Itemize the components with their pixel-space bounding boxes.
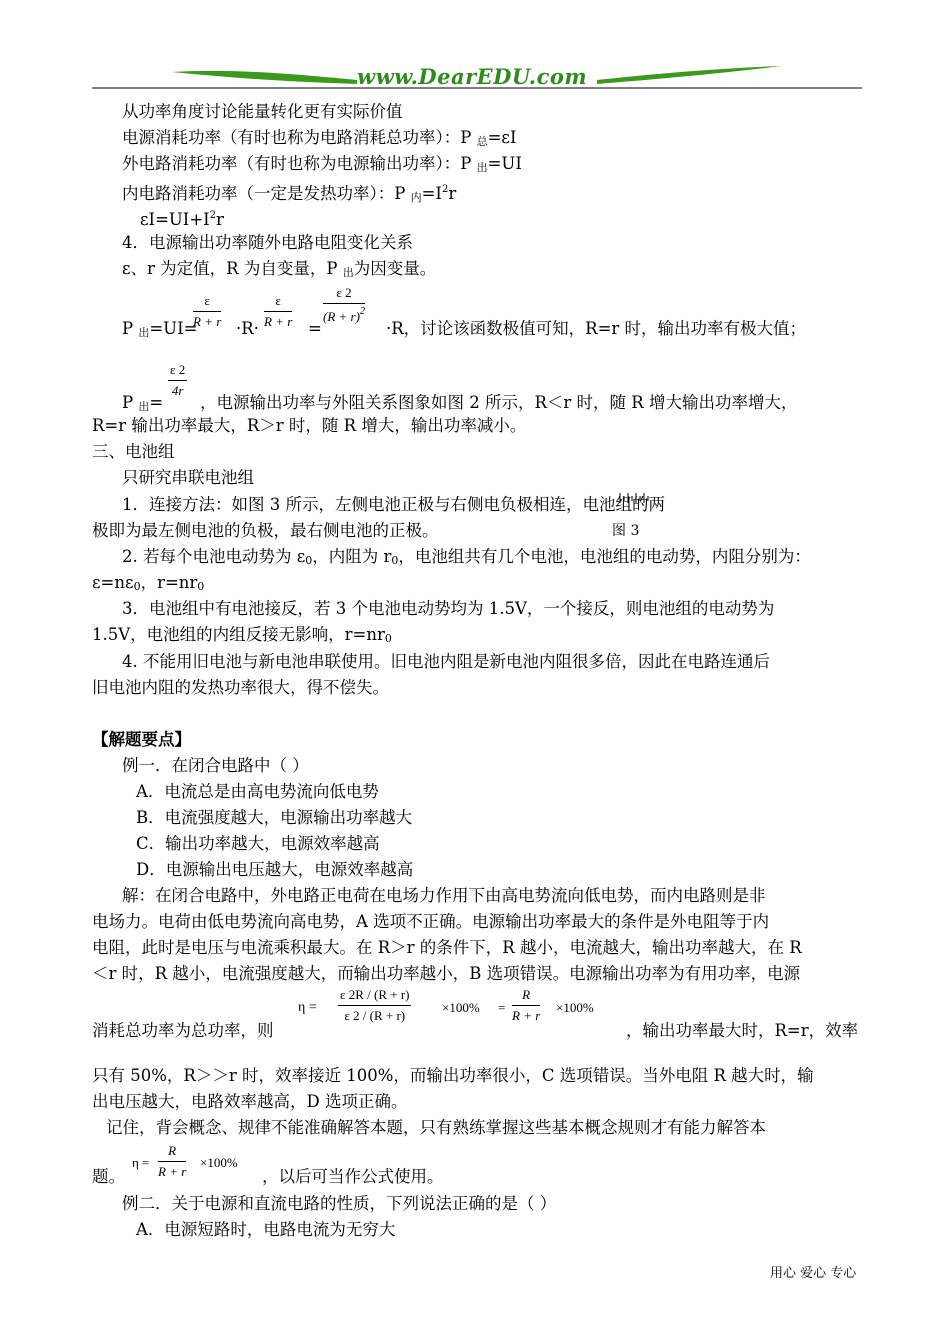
section-heading: 三、电池组 bbox=[92, 442, 175, 461]
answer-option-c: C．输出功率越大，电源效率越高 bbox=[136, 834, 380, 853]
solution-text: ，以后可当作公式使用。 bbox=[262, 1167, 444, 1186]
solution-text: ＜r 时，R 越小，电流强度越大，而输出功率越小，B 选项错误。电源输出功率为有用功率，电源 bbox=[92, 964, 801, 983]
text-line: 外电路消耗功率（有时也称为电源输出功率）：P 出=UI bbox=[122, 154, 522, 174]
solution-text: 题。 bbox=[92, 1167, 125, 1186]
answer-option-d: D．电源输出电压越大，电源效率越高 bbox=[136, 860, 414, 879]
fraction-emf-squared-over-4r: $\frac{\varepsilon 2}{4r}$ bbox=[170, 362, 186, 398]
solution-text: 出电压越大，电路效率越高，D 选项正确。 bbox=[92, 1092, 408, 1111]
fraction-emf-over-resistance: $\frac{\varepsilon}{R + r}$ bbox=[264, 293, 293, 329]
solution-text: ，输出功率最大时，R=r，效率 bbox=[626, 1021, 859, 1040]
text-line: 内电路消耗功率（一定是发热功率）：P 内$=I^2r$ bbox=[122, 184, 457, 204]
battery-series-figure bbox=[618, 491, 658, 505]
text-line: 只研究串联电池组 bbox=[122, 468, 254, 487]
times-100-percent: ×100% bbox=[200, 1155, 238, 1170]
example-question: 例二．关于电源和直流电路的性质，下列说法正确的是（ ） bbox=[122, 1194, 557, 1213]
solution-text: 消耗总功率为总功率，则 bbox=[92, 1021, 274, 1040]
text-fragment: ·R· bbox=[236, 319, 259, 338]
times-100-percent: ×100% bbox=[442, 1000, 480, 1015]
text-line: 4．电源输出功率随外电路电阻变化关系 bbox=[122, 233, 413, 252]
text-fragment: = bbox=[308, 319, 322, 338]
eta-symbol: η = bbox=[298, 1000, 317, 1015]
text-line: 旧电池内阻的发热功率很大，得不偿失。 bbox=[92, 678, 389, 697]
figure-caption: 图 3 bbox=[612, 523, 640, 539]
site-header-banner bbox=[92, 60, 862, 92]
eta-symbol: η = bbox=[132, 1155, 150, 1170]
text-line: 3．电池组中有电池接反，若 3 个电池电动势均为 1.5V，一个接反，则电池组的电动势为 bbox=[122, 599, 775, 618]
fraction-efficiency-power-ratio: $\frac{\varepsilon 2R / (R + r)}{\varepsilon 2 / (R + r)}$ bbox=[340, 987, 410, 1023]
fraction-emf-over-resistance: $\frac{\varepsilon}{R + r}$ bbox=[193, 293, 222, 329]
example-question: 例一．在闭合电路中（ ） bbox=[122, 756, 309, 775]
fraction-r-over-r-plus-r: $\frac{R}{R + r}$ bbox=[512, 987, 541, 1023]
solution-text: 电阻，此时是电压与电流乘积最大。在 R＞r 的条件下，R 越小，电流越大，输出功率越大，在 R bbox=[92, 938, 802, 957]
section-heading-key-points: 【解题要点】 bbox=[92, 730, 191, 749]
solution-text: 解：在闭合电路中，外电路正电荷在电场力作用下由高电势流向低电势，而内电路则是非 bbox=[122, 886, 766, 905]
page-footer: 用心 爱心 专心 bbox=[770, 1266, 857, 1281]
text-line: R=r 输出功率最大，R＞r 时，随 R 增大，输出功率减小。 bbox=[92, 416, 527, 435]
text-line: 1．连接方法：如图 3 所示，左侧电池正极与右侧电负极相连，电池组的两 bbox=[122, 495, 665, 514]
solution-text: 电场力。电荷由低电势流向高电势，A 选项不正确。电源输出功率最大的条件是外电阻等于内 bbox=[92, 912, 770, 931]
formula-line-power: P 出=UI= bbox=[122, 319, 198, 339]
solution-text: 记住，背会概念、规律不能准确解答本题，只有熟练掌握这些基本概念规则才有能力解答本 bbox=[106, 1118, 766, 1137]
text-line: 4. 不能用旧电池与新电池串联使用。旧电池内阻是新电池内阻很多倍，因此在电路连通后 bbox=[122, 652, 770, 671]
fraction-emf-squared-over-resistance-squared: $\frac{\varepsilon 2}{(R + r)^2}$ bbox=[323, 285, 365, 324]
text-line: 电源消耗功率（有时也称为电路消耗总功率）：P 总=εI bbox=[122, 128, 517, 148]
text-line: ε=nε0，r=nr0 bbox=[92, 573, 205, 593]
text-line: 极即为最左侧电池的负极，最右侧电池的正极。 bbox=[92, 521, 439, 540]
text-line: ε、r 为定值，R 为自变量，P 出为因变量。 bbox=[122, 259, 437, 279]
formula-line-max-power: P 出= bbox=[122, 393, 164, 413]
site-logo-text[interactable]: www.DearEDU.com bbox=[357, 64, 588, 89]
text-line: 2. 若每个电池电动势为 ε0，内阻为 r0，电池组共有几个电池，电池组的电动势，内阻分别为： bbox=[122, 547, 811, 567]
answer-option-a: A．电流总是由高电势流向低电势 bbox=[136, 782, 379, 801]
solution-text: 只有 50%，R＞＞r 时，效率接近 100%，而输出功率很小，C 选项错误。当外电阻 R 越大时，输 bbox=[92, 1066, 814, 1085]
answer-option-b: B．电流强度越大，电源输出功率越大 bbox=[136, 808, 413, 827]
times-100-percent: ×100% bbox=[556, 1000, 594, 1015]
answer-option-a: A．电源短路时，电路电流为无穷大 bbox=[136, 1220, 396, 1239]
text-line: 从功率角度讨论能量转化更有实际价值 bbox=[122, 102, 403, 121]
text-fragment: ，电源输出功率与外阻关系图象如图 2 所示，R＜r 时，随 R 增大输出功率增大， bbox=[200, 393, 798, 412]
fraction-r-over-r-plus-r: $\frac{R}{R + r}$ bbox=[158, 1143, 187, 1179]
text-line: 1.5V，电池组的内组反接无影响，r=nr0 bbox=[92, 625, 392, 645]
text-fragment: ·R，讨论该函数极值可知，R=r 时，输出功率有极大值； bbox=[386, 319, 807, 338]
text-line: $\varepsilon I=UI+I^2r$ bbox=[140, 210, 224, 229]
equals-sign: = bbox=[498, 1000, 506, 1015]
